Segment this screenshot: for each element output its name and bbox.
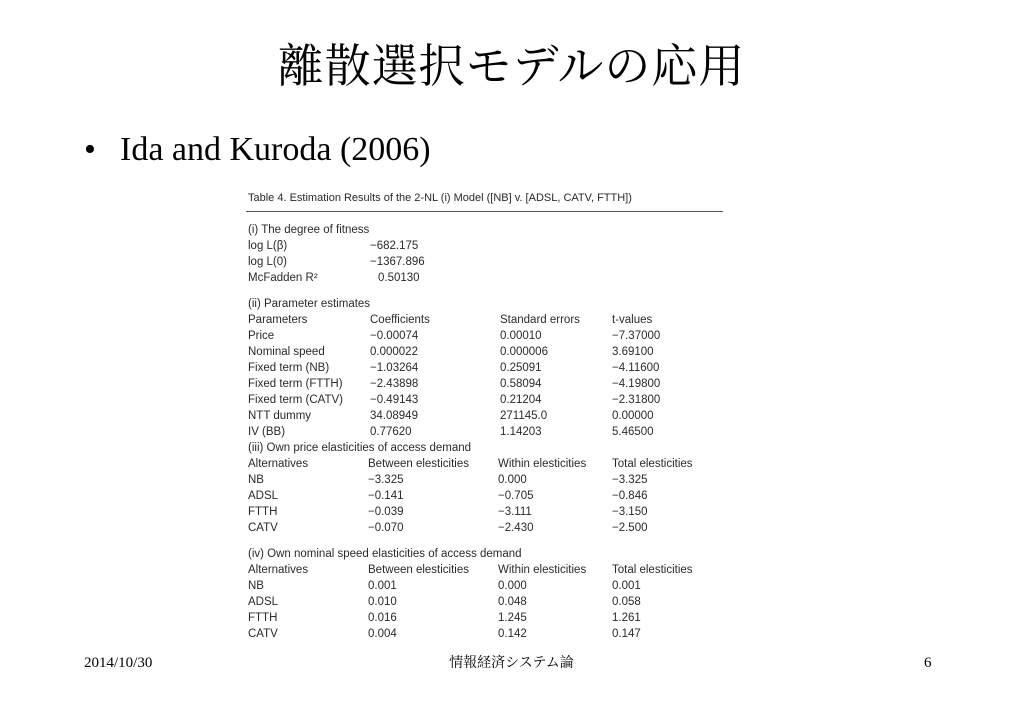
table-cell: 0.000 (498, 474, 527, 486)
table-caption: Table 4. Estimation Results of the 2-NL (i) Model ([NB] v. [ADSL, CATV, FTTH]) (248, 192, 632, 204)
table-cell: 0.058 (612, 596, 641, 608)
table-cell: −0.846 (612, 490, 648, 502)
footer-date: 2014/10/30 (84, 655, 153, 671)
table-cell: −4.19800 (612, 378, 661, 390)
section-fitness-heading: (i) The degree of fitness (248, 224, 370, 236)
table-cell: 1.245 (498, 612, 527, 624)
table-row (246, 578, 726, 594)
fitness-value: −682.175 (370, 240, 419, 252)
table-cell: NB (248, 474, 264, 486)
table-cell: ADSL (248, 596, 279, 608)
table-header-row (246, 562, 726, 578)
table-cell: −3.325 (368, 474, 404, 486)
table-cell: FTTH (248, 506, 278, 518)
column-header: Parameters (248, 314, 308, 326)
table-row (246, 610, 726, 626)
table-cell: −0.49143 (370, 394, 419, 406)
table-row (246, 520, 726, 536)
table-cell: ADSL (248, 490, 279, 502)
table-cell: 0.016 (368, 612, 397, 624)
section-speed-elasticity-heading: (iv) Own nominal speed elasticities of access demand (248, 548, 522, 560)
table-row (246, 594, 726, 610)
estimation-table (246, 186, 726, 646)
table-cell: 1.261 (612, 612, 641, 624)
column-header: Coefficients (370, 314, 430, 326)
table-cell: 0.000006 (500, 346, 548, 358)
footer-course-name: 情報経済システム論 (449, 655, 574, 671)
table-row (246, 392, 726, 408)
table-cell: 0.25091 (500, 362, 542, 374)
table-cell: 0.000 (498, 580, 527, 592)
table-cell: 5.46500 (612, 426, 654, 438)
table-cell: NB (248, 580, 264, 592)
table-cell: CATV (248, 628, 278, 640)
table-row (246, 424, 726, 440)
table-cell: −2.31800 (612, 394, 661, 406)
table-row (246, 408, 726, 424)
table-row (246, 376, 726, 392)
table-cell: IV (BB) (248, 426, 286, 438)
section-params-heading: (ii) Parameter estimates (248, 298, 371, 310)
table-cell: NTT dummy (248, 410, 312, 422)
table-cell: −0.070 (368, 522, 404, 534)
table-row (246, 270, 726, 286)
table-cell: 0.21204 (500, 394, 542, 406)
table-cell: Price (248, 330, 275, 342)
table-cell: FTTH (248, 612, 278, 624)
table-row (246, 254, 726, 270)
table-cell: 0.147 (612, 628, 641, 640)
table-cell: −0.141 (368, 490, 404, 502)
column-header: Between elesticities (368, 458, 469, 470)
table-cell: 0.000022 (370, 346, 418, 358)
table-row (246, 472, 726, 488)
table-cell: 0.142 (498, 628, 527, 640)
table-cell: −3.111 (498, 506, 532, 518)
table-cell: −4.11600 (612, 362, 660, 374)
table-cell: 0.58094 (500, 378, 542, 390)
column-header: Within elesticities (498, 564, 587, 576)
fitness-label: log L(β) (248, 240, 288, 252)
table-row (246, 488, 726, 504)
table-cell: −3.150 (612, 506, 648, 518)
table-cell: 3.69100 (612, 346, 654, 358)
table-row (246, 504, 726, 520)
table-cell: −2.430 (498, 522, 534, 534)
table-cell: 0.00010 (500, 330, 542, 342)
table-cell: 0.00000 (612, 410, 654, 422)
column-header: Alternatives (248, 458, 309, 470)
table-row (246, 344, 726, 360)
table-cell: 34.08949 (370, 410, 418, 422)
table-row (246, 626, 726, 642)
column-header: Standard errors (500, 314, 580, 326)
table-cell: 1.14203 (500, 426, 542, 438)
table-cell: −2.500 (612, 522, 648, 534)
fitness-label: McFadden R² (248, 272, 318, 284)
table-cell: −0.039 (368, 506, 404, 518)
table-row (246, 360, 726, 376)
table-row (246, 238, 726, 254)
table-cell: 0.77620 (370, 426, 412, 438)
fitness-value: 0.50130 (378, 272, 420, 284)
page-number: 6 (924, 655, 932, 671)
table-cell: 0.048 (498, 596, 527, 608)
slide-title: 離散選択モデルの応用 (277, 39, 746, 93)
bullet-item (84, 128, 431, 172)
section-price-elasticity-heading: (iii) Own price elasticities of access demand (248, 442, 472, 454)
column-header: Total elesticities (612, 564, 693, 576)
bullet-text: Ida and Kuroda (2006) (120, 131, 431, 168)
table-cell: −0.00074 (370, 330, 419, 342)
table-cell: Fixed term (CATV) (248, 394, 343, 406)
column-header: Alternatives (248, 564, 309, 576)
table-header-row (246, 312, 726, 328)
fitness-label: log L(0) (248, 256, 287, 268)
table-cell: 0.001 (368, 580, 397, 592)
table-row (246, 328, 726, 344)
table-cell: Nominal speed (248, 346, 325, 358)
table-cell: 0.010 (368, 596, 397, 608)
table-cell: 271145.0 (500, 410, 548, 422)
column-header: Between elesticities (368, 564, 469, 576)
table-cell: 0.001 (612, 580, 641, 592)
table-cell: −2.43898 (370, 378, 419, 390)
bullet-mark: • (84, 131, 96, 168)
table-cell: −3.325 (612, 474, 648, 486)
table-cell: −7.37000 (612, 330, 661, 342)
fitness-value: −1367.896 (370, 256, 425, 268)
table-cell: Fixed term (FTTH) (248, 378, 343, 390)
table-cell: Fixed term (NB) (248, 362, 330, 374)
column-header: Within elesticities (498, 458, 587, 470)
column-header: t-values (612, 314, 653, 326)
table-cell: −1.03264 (370, 362, 419, 374)
caption-rule (246, 211, 723, 212)
table-cell: CATV (248, 522, 278, 534)
table-cell: 0.004 (368, 628, 397, 640)
column-header: Total elesticities (612, 458, 693, 470)
table-cell: −0.705 (498, 490, 534, 502)
table-header-row (246, 456, 726, 472)
